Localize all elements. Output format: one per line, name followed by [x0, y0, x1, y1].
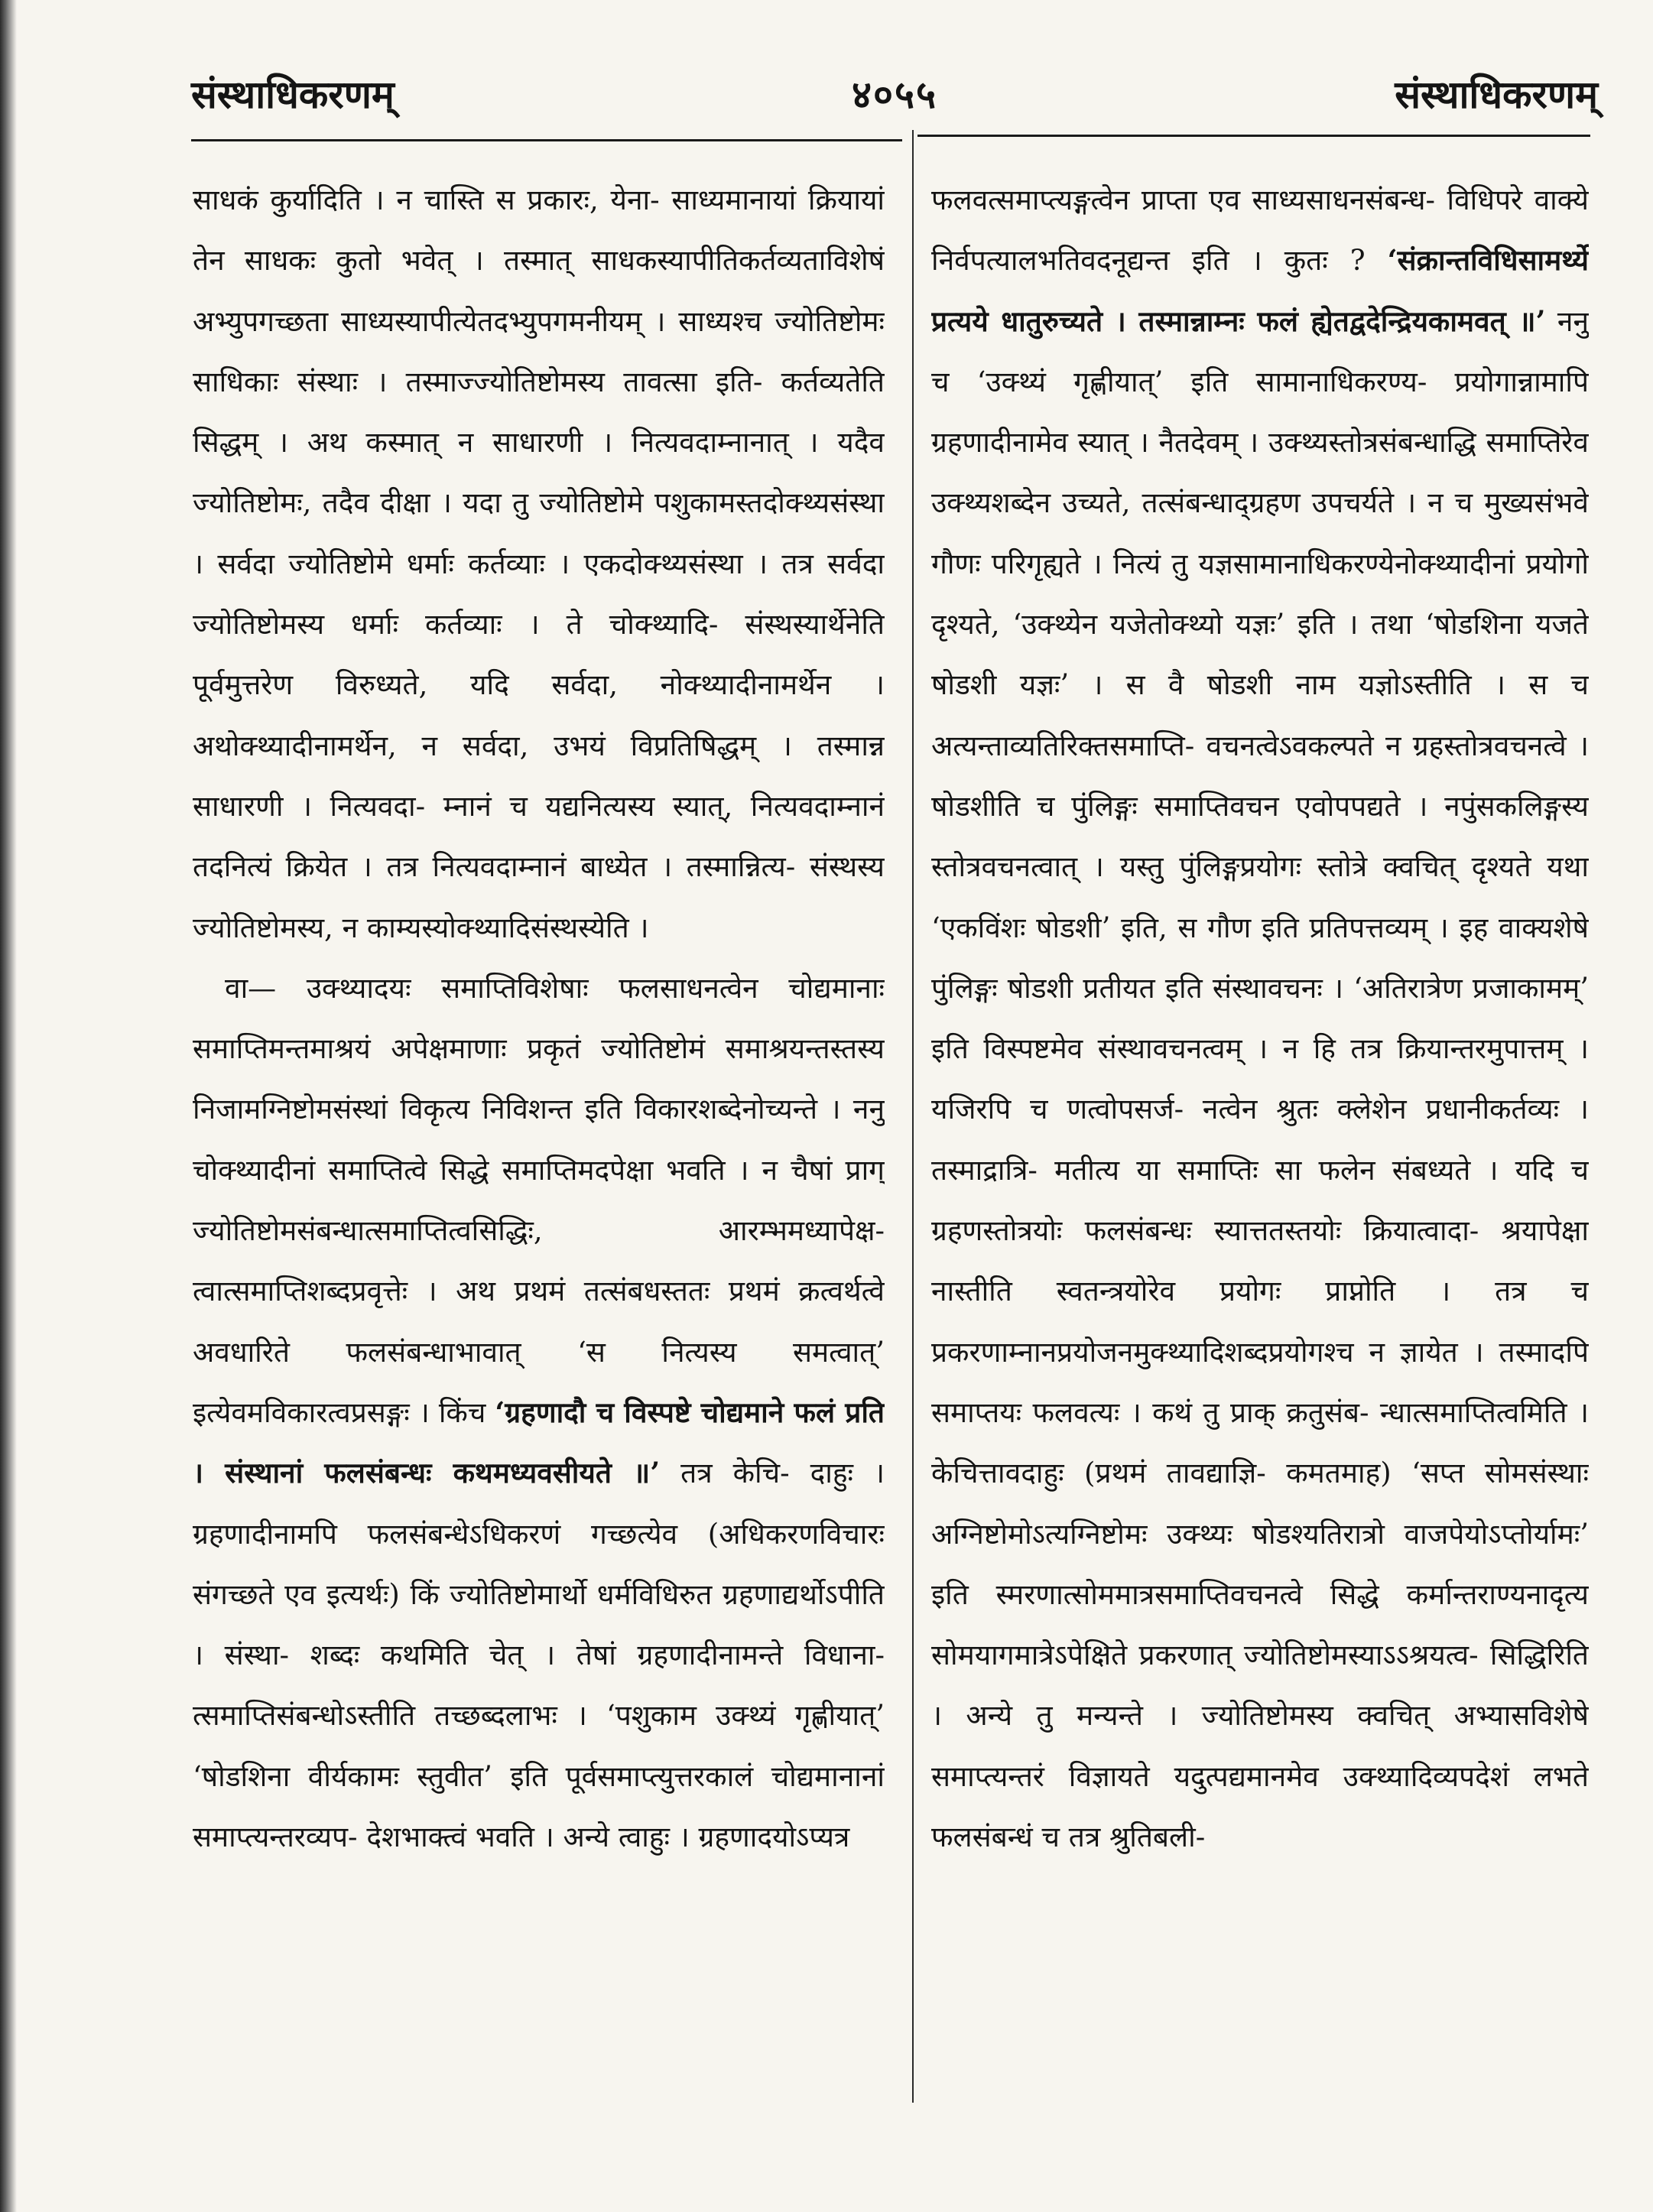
right-paragraph-2: ननु च ‘उक्थ्यं गृह्णीयात्’ इति सामानाधिकरण्य- प्रयोगान्नामापि ग्रहणादीनामेव स्यात् । नैतदेवम् । उक्थ्यस्तोत्रसंबन्धाद्धि समाप्तिरेव उक्थ्यशब्देन उच्यते, तत्संबन्धाद्ग्रहण उपचर्यते । न च मुख्यसंभवे गौणः परिगृह्यते । नित्यं तु यज्ञसामानाधिकरण्येनोक्थ्यादीनां प्रयोगो दृश्यते, ‘उक्थ्येन यजेतोक्थ्यो यज्ञः’ इति । तथा ‘षोडशिना यजते षोडशी यज्ञः’ । स वै षोडशी नाम यज्ञोऽस्तीति । स च अत्यन्ताव्यतिरिक्तसमाप्ति- वचनत्वेऽवकल्पते न ग्रहस्तोत्रवचनत्वे । षोडशीति च पुंलिङ्गः समाप्तिवचन एवोपपद्यते । नपुंसकलिङ्गस्य स्तोत्रवचनत्वात् । यस्तु पुंलिङ्गप्रयोगः स्तोत्रे क्वचित् दृश्यते यथा ‘एकविंशः षोडशी’ इति, स गौण इति प्रतिपत्तव्यम् । इह वाक्यशेषे पुंलिङ्गः षोडशी प्रतीयत इति संस्थावचनः । ‘अतिरात्रेण प्रजाकामम्’ इति विस्पष्टमेव संस्थावचनत्वम् । न हि तत्र क्रियान्तरमुपात्तम् । यजिरपि च णत्वोपसर्ज- नत्वेन श्रुतः क्लेशेन प्रधानीकर्तव्यः । तस्माद्रात्रि- मतीत्य या समाप्तिः सा फलेन संबध्यते । यदि च ग्रहणस्तोत्रयोः फलसंबन्धः स्यात्ततस्तयोः क्रियात्वादा- श्रयापेक्षा नास्तीति स्वतन्त्रयोरेव प्रयोगः प्राप्नोति । तत्र च प्रकरणाम्नानप्रयोजनमुक्थ्यादिशब्दप्रयोगश्च न ज्ञायेत । तस्मादपि समाप्तयः फलवत्यः । कथं तु प्राक् क्रतुसंब- न्धात्समाप्तित्वमिति । केचित्तावदाहुः (प्रथमं तावद्याज्ञि- कमतमाह) ‘सप्त सोमसंस्थाः अग्निष्टोमोऽत्यग्निष्टोमः उक्थ्यः षोडश्यतिरात्रो वाजपेयोऽप्तोर्यामः’ इति स्मरणात्सोममात्रसमाप्तिवचनत्वे सिद्धे कर्मान्तराण्यनादृत्य सोमयागमात्रेऽपेक्षिते प्रकरणात् ज्योतिष्टोमस्याऽऽश्रयत्व- सिद्धिरिति । अन्ये तु मन्यन्ते । ज्योतिष्टोमस्य क्वचित् अभ्यासविशेषे समाप्त्यन्तरं विज्ञायते यदुत्पद्यमानमेव उक्थ्यादिव्यपदेशं लभते फलसंबन्धं च तत्र श्रुतिबली-: [931, 304, 1589, 1854]
page-number: ४०५५: [852, 72, 937, 117]
left-column: [193, 170, 885, 2127]
right-column: [931, 170, 1589, 2127]
left-paragraph-2: [193, 958, 885, 1867]
left-paragraph-1: साधकं कुर्यादिति । न चास्ति स प्रकारः, येना- साध्यमानायां क्रियायां तेन साधकः कुतो भवेत् । तस्मात् साधकस्यापीतिकर्तव्यताविशेषं अभ्युपगच्छता साध्यस्यापीत्येतदभ्युपगमनीयम् । साध्यश्च ज्योतिष्टोमः साधिकाः संस्थाः । तस्माज्ज्योतिष्टोमस्य तावत्सा इति- कर्तव्यतेति सिद्धम् । अथ कस्मात् न साधारणी । नित्यवदाम्नानात् । यदैव ज्योतिष्टोमः, तदैव दीक्षा । यदा तु ज्योतिष्टोमे पशुकामस्तदोक्थ्यसंस्था । सर्वदा ज्योतिष्टोमे धर्माः कर्तव्याः । एकदोक्थ्यसंस्था । तत्र सर्वदा ज्योतिष्टोमस्य धर्माः कर्तव्याः । ते चोक्थ्यादि- संस्थस्यार्थेनेति पूर्वमुत्तरेण विरुध्यते, यदि सर्वदा, नोक्थ्यादीनामर्थेन । अथोक्थ्यादीनामर्थेन, न सर्वदा, उभयं विप्रतिषिद्धम् । तस्मान्न साधारणी । नित्यवदा- म्नानं च यद्यनित्यस्य स्यात्, नित्यवदाम्नानं तदनित्यं क्रियेत । तत्र नित्यवदाम्नानं बाध्येत । तस्मान्नित्य- संस्थस्य ज्योतिष्टोमस्य, न काम्यस्योक्थ्यादिसंस्थस्येति ।: [193, 184, 885, 944]
running-title-right: संस्थाधिकरणम्: [1395, 72, 1598, 117]
left-paragraph-2-continued: तत्र केचि- दाहुः । ग्रहणादीनामपि फलसंबन्धेऽधिकरणं गच्छत्येव (अधिकरणविचारः संगच्छते एव इत्यर्थः) किं ज्योतिष्टोमार्थो धर्मविधिरुत ग्रहणाद्यर्थोऽपीति । संस्था- शब्दः कथमिति चेत् । तेषां ग्रहणादीनामन्ते विधाना- त्समाप्तिसंबन्धोऽस्तीति तच्छब्दलाभः । ‘पशुकाम उक्थ्यं गृह्णीयात्’ ‘षोडशिना वीर्यकामः स्तुवीत’ इति पूर्वसमाप्त्युत्तरकालं चोद्यमानानां समाप्त्यन्तरव्यप- देशभाक्त्वं भवति । अन्ये त्वाहुः । ग्रहणादयोऽप्यत्र: [193, 1457, 885, 1854]
left-paragraph-2-text: वा— उक्थ्यादयः समाप्तिविशेषाः फलसाधनत्वेन चोद्यमानाः समाप्तिमन्तमाश्रयं अपेक्षमाणाः प्रकृतं ज्योतिष्टोमं समाश्रयन्तस्तस्य निजामग्निष्टोमसंस्थां विकृत्य निविशन्त इति विकारशब्देनोच्यन्ते । ननु चोक्थ्यादीनां समाप्तित्वे सिद्धे समाप्तिमदपेक्षा भवति । न चैषां प्राग् ज्योतिष्टोमसंबन्धात्समाप्तित्वसिद्धिः, आरम्भमध्यापेक्ष- त्वात्समाप्तिशब्दप्रवृत्तेः । अथ प्रथमं तत्संबधस्ततः प्रथमं क्रत्वर्थत्वे अवधारिते फलसंबन्धाभावात् ‘स नित्यस्य समत्वात्’ इत्येवमविकारत्वप्रसङ्गः । किंच: [193, 971, 885, 1429]
left-verse: ‘ग्रहणादौ च विस्पष्टे चोद्यमाने फलं प्रति । संस्थानां फलसंबन्धः कथमध्यवसीयते ॥’: [193, 1395, 885, 1490]
running-title-left: संस्थाधिकरणम्: [191, 72, 395, 117]
right-verse: ‘संक्रान्तविधिसामर्थ्ये प्रत्यये धातुरुच्यते । तस्मान्नाम्नः फलं ह्येतद्वदेन्द्रियकामवत् ॥’: [931, 243, 1589, 338]
page-header: [191, 67, 1598, 136]
column-divider: [912, 130, 914, 2103]
binding-edge: [0, 0, 17, 2212]
right-paragraph-1: [931, 170, 1589, 1867]
header-rule-left: [191, 139, 902, 141]
header-rule-right: [917, 135, 1590, 137]
right-paragraph-1-text: फलवत्समाप्त्यङ्गत्वेन प्राप्ता एव साध्यसाधनसंबन्ध- विधिपरे वाक्ये निर्वपत्यालभतिवदनूद्यन्त इति । कुतः ?: [931, 184, 1589, 278]
